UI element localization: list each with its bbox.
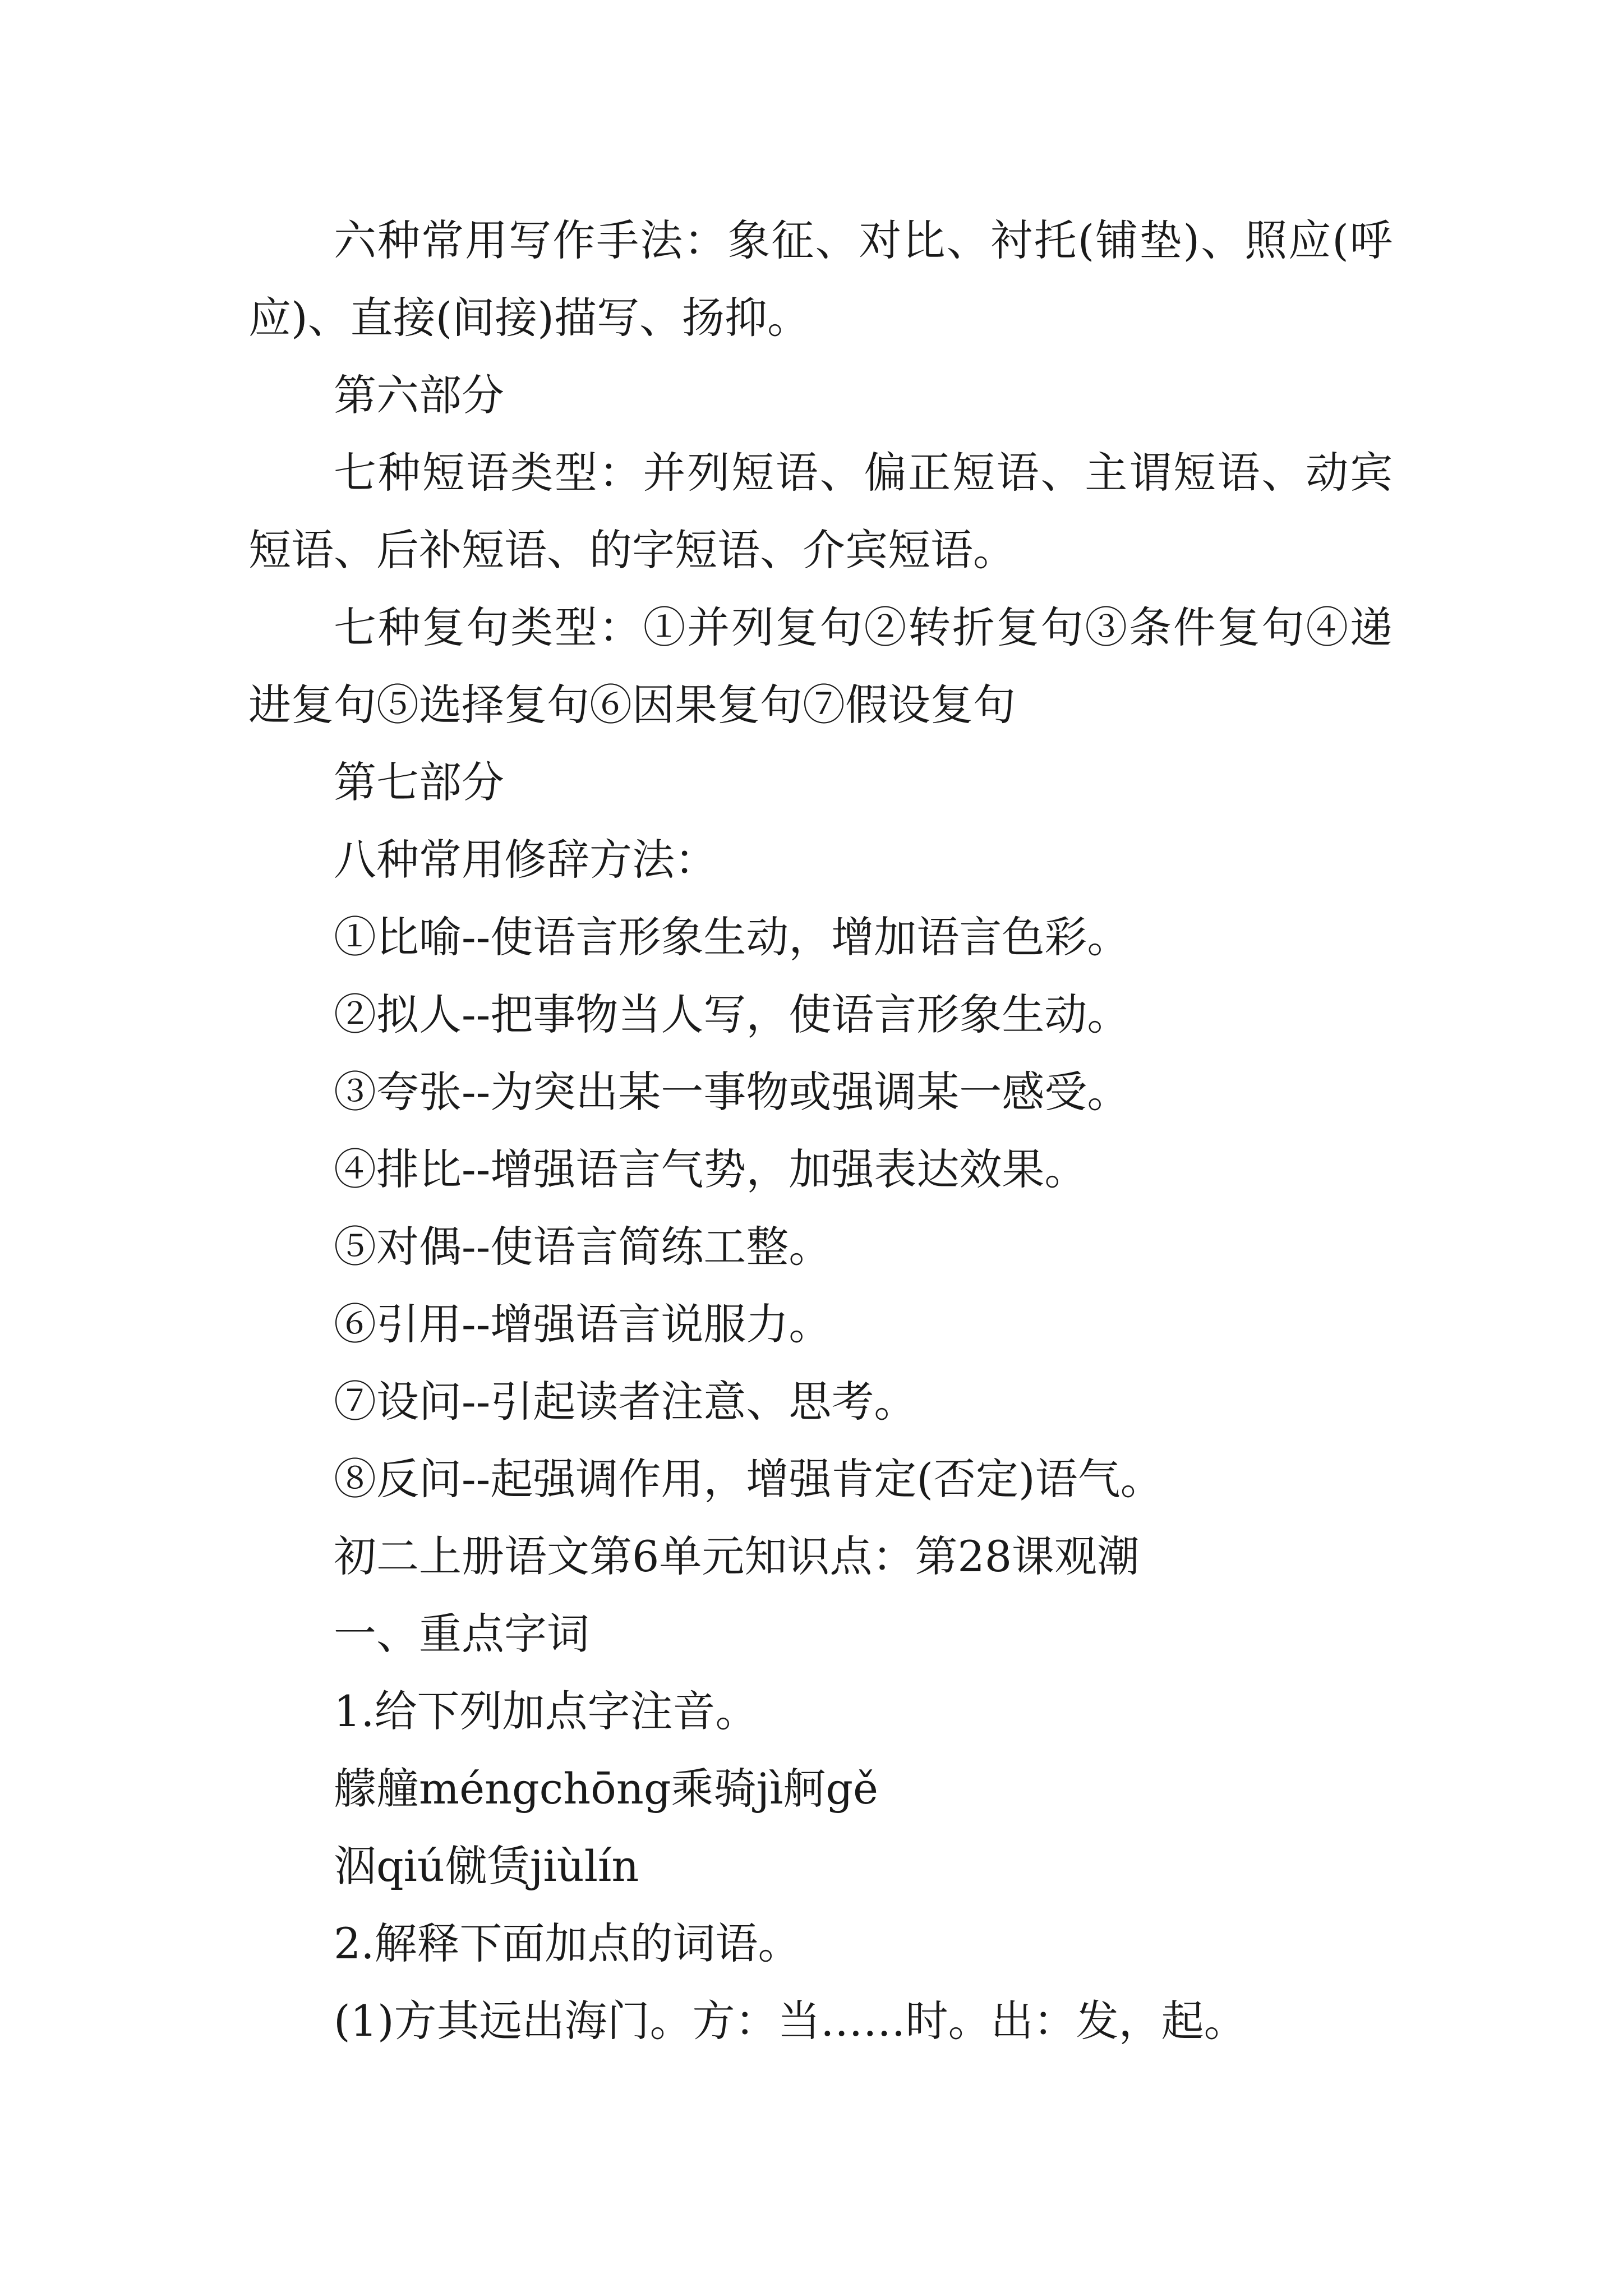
- paragraph-phrase-types: 七种短语类型：并列短语、偏正短语、主谓短语、动宾短语、后补短语、的字短语、介宾短语。: [248, 448, 1393, 575]
- list-item-rhetoric-1: ①比喻--使语言形象生动，增加语言色彩。: [334, 912, 1130, 962]
- list-item-rhetoric-2: ②拟人--把事物当人写，使语言形象生动。: [334, 990, 1130, 1039]
- list-item-rhetoric-7: ⑦设问--引起读者注意、思考。: [334, 1377, 917, 1427]
- document-body: [248, 202, 1393, 2060]
- list-item-rhetoric-5: ⑤对偶--使语言简练工整。: [334, 1222, 832, 1272]
- exercise-2-item-1: (1)方其远出海门。方：当……时。出：发，起。: [334, 1996, 1247, 2046]
- exercise-1-line-1: 艨艟méngchōng乘骑jì舸gě: [334, 1764, 879, 1814]
- list-item-rhetoric-6: ⑥引用--增强语言说服力。: [334, 1299, 832, 1349]
- section-heading-part-6: 第六部分: [334, 370, 504, 420]
- exercise-2-heading: 2.解释下面加点的词语。: [334, 1918, 801, 1968]
- list-item-rhetoric-8: ⑧反问--起强调作用，增强肯定(否定)语气。: [334, 1454, 1163, 1504]
- section-heading-part-7: 第七部分: [334, 757, 504, 807]
- exercise-1-heading: 1.给下列加点字注音。: [334, 1686, 758, 1736]
- subheading-key-words: 一、重点字词: [334, 1609, 589, 1659]
- section-heading-unit-6: 初二上册语文第6单元知识点：第28课观潮: [334, 1531, 1140, 1581]
- paragraph-writing-techniques: 六种常用写作手法：象征、对比、衬托(铺垫)、照应(呼应)、直接(间接)描写、扬抑。: [248, 215, 1393, 343]
- paragraph-complex-sentence-types: 七种复句类型：①并列复句②转折复句③条件复句④递进复句⑤选择复句⑥因果复句⑦假设复句: [248, 602, 1393, 730]
- list-item-rhetoric-4: ④排比--增强语言气势，加强表达效果。: [334, 1144, 1087, 1194]
- paragraph-rhetoric-heading: 八种常用修辞方法：: [334, 835, 717, 885]
- exercise-1-line-2: 泅qiú僦赁jiùlín: [334, 1841, 639, 1891]
- list-item-rhetoric-3: ③夸张--为突出某一事物或强调某一感受。: [334, 1067, 1130, 1117]
